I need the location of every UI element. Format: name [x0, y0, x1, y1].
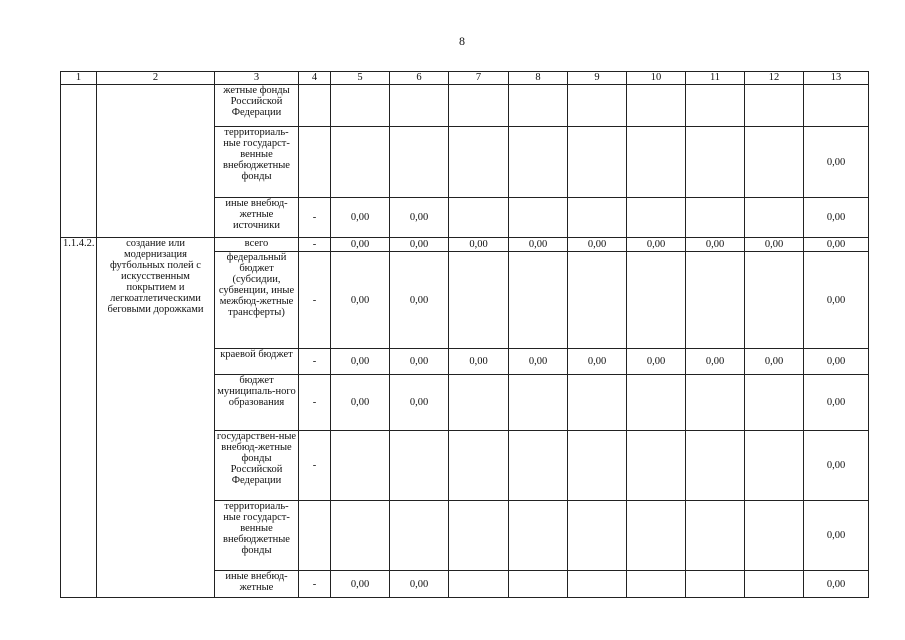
value-cell: [627, 85, 686, 127]
page-number: 8: [459, 34, 465, 48]
source-cell: федеральный бюджет (субсидии, субвенции, иные межбюд-жетные трансферты): [215, 252, 299, 349]
value-cell: 0,00: [745, 349, 804, 375]
value-cell: [390, 85, 449, 127]
value-cell: 0,00: [804, 431, 869, 501]
unit-cell: [299, 127, 331, 198]
value-cell: [627, 198, 686, 238]
column-header: 2: [97, 72, 215, 85]
value-cell: 0,00: [804, 238, 869, 252]
value-cell: [686, 375, 745, 431]
value-cell: 0,00: [804, 252, 869, 349]
value-cell: 0,00: [686, 349, 745, 375]
value-cell: [804, 85, 869, 127]
value-cell: 0,00: [804, 375, 869, 431]
value-cell: [686, 571, 745, 598]
table-body: [61, 72, 869, 598]
value-cell: 0,00: [449, 349, 509, 375]
value-cell: [568, 501, 627, 571]
value-cell: 0,00: [627, 349, 686, 375]
value-cell: 0,00: [390, 349, 449, 375]
value-cell: [627, 252, 686, 349]
value-cell: [509, 501, 568, 571]
code-cell: [61, 85, 97, 238]
unit-cell: -: [299, 252, 331, 349]
value-cell: [686, 252, 745, 349]
section-code: 1.1.4.2.: [61, 238, 97, 598]
section-name: создание или модернизация футбольных полей с искусственным покрытием и легкоатлетическими беговыми дорожками: [97, 238, 215, 598]
value-cell: [509, 198, 568, 238]
value-cell: 0,00: [390, 198, 449, 238]
value-cell: [509, 571, 568, 598]
value-cell: 0,00: [449, 238, 509, 252]
value-cell: [627, 431, 686, 501]
value-cell: [745, 252, 804, 349]
column-header: 4: [299, 72, 331, 85]
value-cell: [745, 571, 804, 598]
value-cell: [686, 501, 745, 571]
value-cell: [568, 571, 627, 598]
value-cell: [627, 501, 686, 571]
unit-cell: [299, 501, 331, 571]
name-cell: [97, 85, 215, 238]
column-header: 12: [745, 72, 804, 85]
value-cell: 0,00: [627, 238, 686, 252]
unit-cell: -: [299, 238, 331, 252]
table-row: [61, 238, 869, 252]
unit-cell: -: [299, 375, 331, 431]
unit-cell: -: [299, 198, 331, 238]
value-cell: 0,00: [390, 571, 449, 598]
column-header: 3: [215, 72, 299, 85]
value-cell: 0,00: [804, 501, 869, 571]
value-cell: [568, 375, 627, 431]
value-cell: [686, 127, 745, 198]
value-cell: [509, 252, 568, 349]
column-header: 8: [509, 72, 568, 85]
value-cell: 0,00: [331, 571, 390, 598]
value-cell: [449, 571, 509, 598]
value-cell: 0,00: [745, 238, 804, 252]
source-cell: территориаль-ные государст-венные внебюджетные фонды: [215, 501, 299, 571]
unit-cell: [299, 85, 331, 127]
value-cell: [331, 501, 390, 571]
value-cell: [449, 85, 509, 127]
value-cell: [745, 375, 804, 431]
header-row: [61, 72, 869, 85]
value-cell: [568, 127, 627, 198]
value-cell: [627, 127, 686, 198]
value-cell: 0,00: [331, 375, 390, 431]
source-cell: территориаль-ные государст-венные внебюджетные фонды: [215, 127, 299, 198]
value-cell: [568, 252, 627, 349]
table-row: [61, 85, 869, 127]
value-cell: 0,00: [331, 238, 390, 252]
unit-cell: -: [299, 349, 331, 375]
value-cell: 0,00: [804, 198, 869, 238]
value-cell: [745, 198, 804, 238]
source-cell: государствен-ные внебюд-жетные фонды Российской Федерации: [215, 431, 299, 501]
value-cell: [449, 198, 509, 238]
source-cell: иные внебюд-жетные: [215, 571, 299, 598]
value-cell: 0,00: [390, 252, 449, 349]
column-header: 7: [449, 72, 509, 85]
value-cell: [449, 252, 509, 349]
value-cell: 0,00: [686, 238, 745, 252]
value-cell: [568, 431, 627, 501]
value-cell: [390, 431, 449, 501]
value-cell: [627, 375, 686, 431]
value-cell: 0,00: [331, 198, 390, 238]
value-cell: 0,00: [331, 349, 390, 375]
value-cell: 0,00: [509, 238, 568, 252]
value-cell: [509, 431, 568, 501]
value-cell: [331, 127, 390, 198]
value-cell: [686, 431, 745, 501]
source-cell: жетные фонды Российской Федерации: [215, 85, 299, 127]
value-cell: [686, 85, 745, 127]
source-cell: иные внебюд-жетные источники: [215, 198, 299, 238]
column-header: 5: [331, 72, 390, 85]
value-cell: [509, 85, 568, 127]
value-cell: [568, 198, 627, 238]
value-cell: 0,00: [804, 571, 869, 598]
value-cell: [509, 375, 568, 431]
source-cell: всего: [215, 238, 299, 252]
value-cell: [331, 431, 390, 501]
value-cell: [568, 85, 627, 127]
value-cell: [745, 127, 804, 198]
column-header: 9: [568, 72, 627, 85]
source-cell: бюджет муниципаль-ного образования: [215, 375, 299, 431]
value-cell: [509, 127, 568, 198]
value-cell: [745, 501, 804, 571]
value-cell: 0,00: [804, 349, 869, 375]
unit-cell: -: [299, 571, 331, 598]
value-cell: [390, 127, 449, 198]
value-cell: [449, 431, 509, 501]
value-cell: [449, 375, 509, 431]
column-header: 11: [686, 72, 745, 85]
value-cell: 0,00: [568, 238, 627, 252]
value-cell: 0,00: [568, 349, 627, 375]
value-cell: [627, 571, 686, 598]
value-cell: [686, 198, 745, 238]
value-cell: 0,00: [804, 127, 869, 198]
value-cell: [449, 501, 509, 571]
value-cell: 0,00: [331, 252, 390, 349]
value-cell: 0,00: [509, 349, 568, 375]
column-header: 13: [804, 72, 869, 85]
column-header: 10: [627, 72, 686, 85]
unit-cell: -: [299, 431, 331, 501]
budget-table: [60, 71, 869, 598]
value-cell: [745, 85, 804, 127]
value-cell: 0,00: [390, 238, 449, 252]
column-header: 6: [390, 72, 449, 85]
value-cell: 0,00: [390, 375, 449, 431]
column-header: 1: [61, 72, 97, 85]
value-cell: [390, 501, 449, 571]
value-cell: [745, 431, 804, 501]
value-cell: [331, 85, 390, 127]
source-cell: краевой бюджет: [215, 349, 299, 375]
value-cell: [449, 127, 509, 198]
